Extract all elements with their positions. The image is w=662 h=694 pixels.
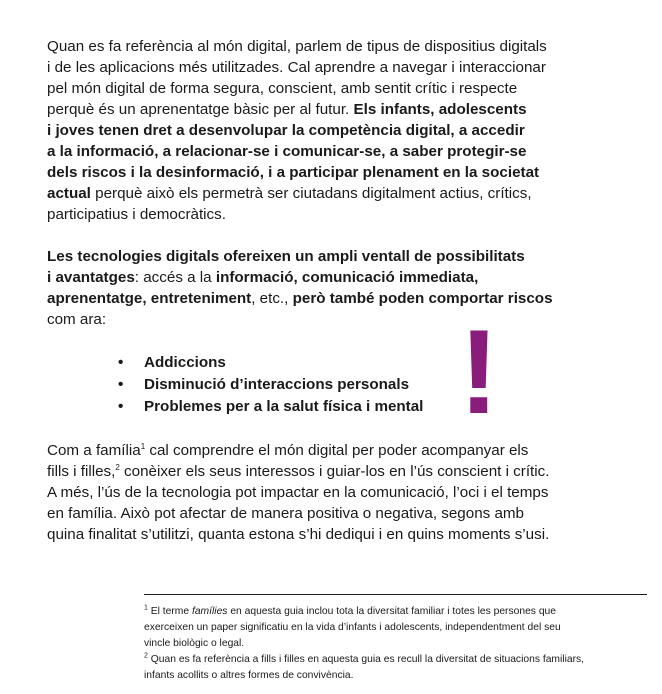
bold-line: a la informació, a relacionar-se i comunicar-se, a saber protegir-se xyxy=(47,143,527,160)
footnote-2 xyxy=(144,652,654,668)
bold-line: Les tecnologies digitals ofereixen un ampli ventall de possibilitats xyxy=(47,248,525,265)
bold-line: dels riscos i la desinformació, i a participar plenament en la societat xyxy=(47,164,540,181)
text-run: Quan es fa referència a fills i filles en aquesta guia es recull la diversitat de situacions familiars, xyxy=(147,654,585,665)
text-line: Quan es fa referència al món digital, parlem de tipus de dispositius digitals xyxy=(47,38,547,55)
text-run: : accés a la xyxy=(134,269,216,286)
risks-list xyxy=(116,352,423,418)
bold-text: però també poden comportar riscos xyxy=(292,290,553,307)
text-line xyxy=(47,440,549,461)
list-item: • Addiccions xyxy=(116,352,423,374)
bold-line: i joves tenen dret a desenvolupar la competència digital, a accedir xyxy=(47,122,525,139)
text-run: conèixer els seus interessos i guiar-los en l’ús conscient i crític. xyxy=(119,463,550,480)
text-run: en aquesta guia inclou tota la diversitat familiar i totes les persones que xyxy=(227,606,556,617)
bold-text: aprenentatge, entreteniment xyxy=(47,290,252,307)
footnote-number: 1 xyxy=(144,604,148,612)
family-paragraph xyxy=(47,440,549,545)
text-line xyxy=(47,461,549,482)
footnotes xyxy=(144,604,654,684)
footnote-ref: 2 xyxy=(115,462,120,472)
footnote-line: infants acollits o altres formes de convivència. xyxy=(144,670,354,681)
text-run: perquè és un aprenentatge bàsic per al futur. xyxy=(47,101,354,118)
footnote-line: vincle biològic o legal. xyxy=(144,638,245,649)
text-run: , etc., xyxy=(251,290,293,307)
list-item: • Problemes per a la salut física i mental xyxy=(116,396,423,418)
text-run: El terme xyxy=(147,606,192,617)
bold-text: i avantatges xyxy=(47,269,135,286)
text-line: en família. Això pot afectar de manera positiva o negativa, segons amb xyxy=(47,505,524,522)
text-run: cal comprendre el món digital per poder acompanyar els xyxy=(145,442,529,459)
text-line xyxy=(47,183,547,204)
text-line: participatius i democràtics. xyxy=(47,206,226,223)
text-run: Com a família xyxy=(47,442,141,459)
bold-text: Els infants, adolescents xyxy=(353,101,527,118)
text-run: perquè això els permetrà ser ciutadans digitalment actius, crítics, xyxy=(90,185,532,202)
footnote-number: 2 xyxy=(144,652,148,660)
bold-text: actual xyxy=(47,185,91,202)
exclamation-icon: ! xyxy=(459,305,499,439)
bold-text: informació, comunicació immediata, xyxy=(215,269,479,286)
text-run: fills i filles, xyxy=(47,463,116,480)
text-line: A més, l’ús de la tecnologia pot impactar en la comunicació, l’oci i el temps xyxy=(47,484,549,501)
footnote-ref: 1 xyxy=(140,441,146,451)
italic-text: famílies xyxy=(191,606,228,617)
footnote-line: exerceixen un paper significatiu en la vida d’infants i adolescents, independentment del seu xyxy=(144,622,561,633)
text-line: pel món digital de forma segura, conscient, amb sentit crític i respecte xyxy=(47,80,518,97)
text-line: i de les aplicacions més utilitzades. Cal aprendre a navegar i interaccionar xyxy=(47,59,546,76)
list-item: • Disminució d’interaccions personals xyxy=(116,374,423,396)
footnote-1 xyxy=(144,604,654,620)
text-line: quina finalitat s’utilitzi, quanta estona s’hi dediqui i en quins moments s’usi. xyxy=(47,526,550,543)
text-line xyxy=(47,267,553,288)
text-line: com ara: xyxy=(47,311,107,328)
text-line xyxy=(47,99,547,120)
intro-paragraph xyxy=(47,36,547,225)
footnote-divider xyxy=(144,594,647,595)
